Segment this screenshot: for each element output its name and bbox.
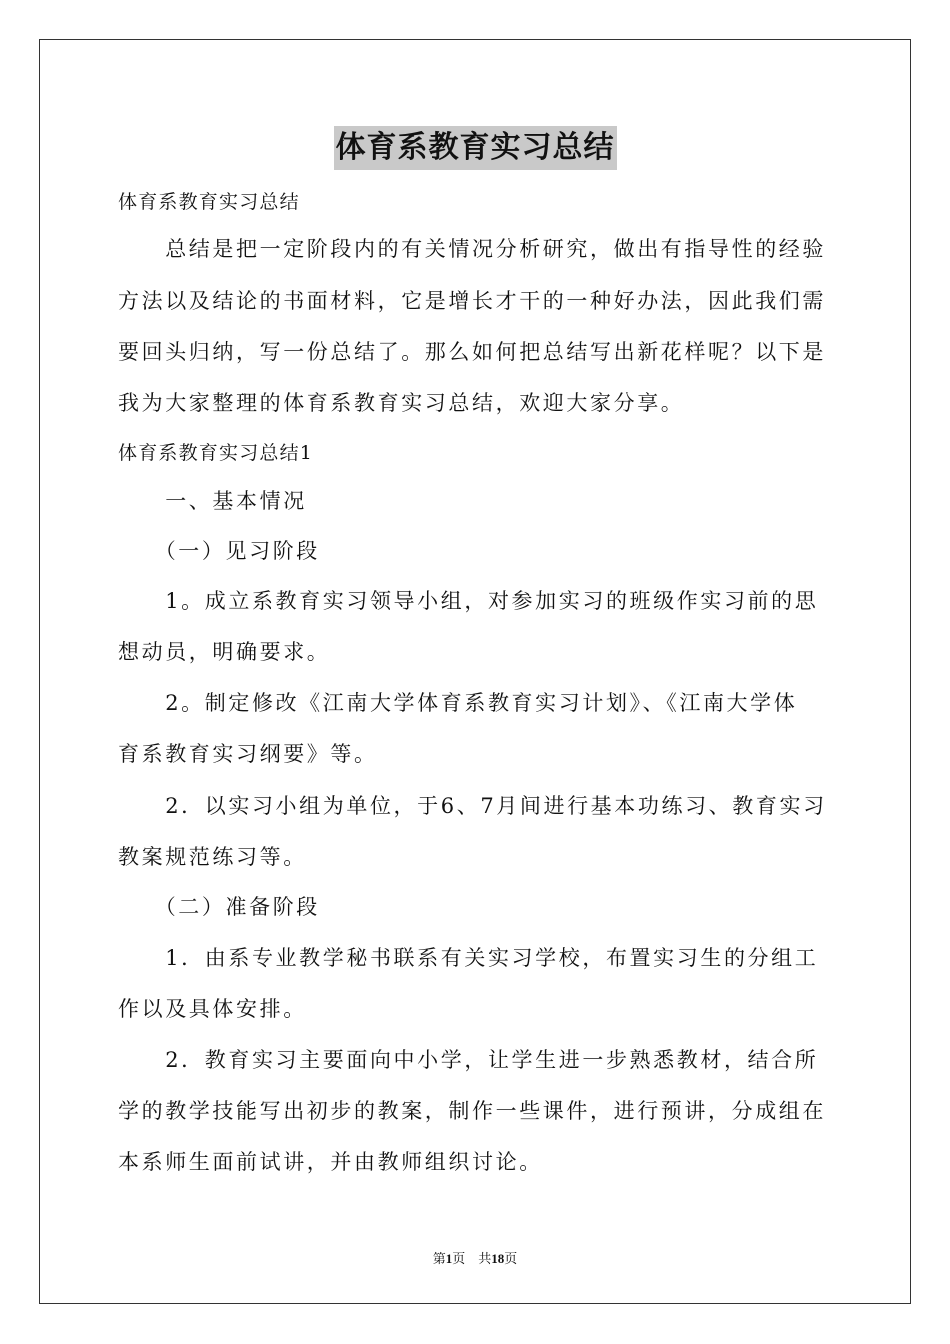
title-area (0, 126, 950, 170)
body-line: 要回头归纳，写一份总结了。那么如何把总结写出新花样呢？以下是 (118, 340, 826, 364)
body-line: 我为大家整理的体育系教育实习总结，欢迎大家分享。 (118, 391, 685, 415)
body-line: 一、基本情况 (118, 489, 307, 513)
footer-prefix: 第 (432, 1251, 446, 1266)
body-line: 作以及具体安排。 (118, 997, 307, 1021)
footer-suffix: 页 (504, 1251, 518, 1266)
body-line: 学的教学技能写出初步的教案，制作一些课件，进行预讲，分成组在 (118, 1099, 826, 1123)
body-line: 教案规范练习等。 (118, 845, 307, 869)
page-footer (0, 1248, 950, 1267)
footer-total-pages: 18 (491, 1251, 505, 1266)
body-line: 方法以及结论的书面材料，它是增长才干的一种好办法，因此我们需 (118, 289, 826, 313)
body-subtitle: 体育系教育实习总结 (118, 191, 300, 213)
body-line: 1。成立系教育实习领导小组，对参加实习的班级作实习前的思 (118, 589, 819, 613)
body-line: 2．以实习小组为单位，于6、7月间进行基本功练习、教育实习 (118, 794, 827, 818)
body-line: 本系师生面前试讲，并由教师组织讨论。 (118, 1150, 543, 1174)
body-line: （一）见习阶段 (118, 539, 320, 563)
body-line: 想动员，明确要求。 (118, 640, 331, 664)
body-line: （二）准备阶段 (118, 895, 320, 919)
document-title: 体育系教育实习总结 (334, 126, 617, 170)
body-line: 育系教育实习纲要》等。 (118, 742, 378, 766)
body-line: 1．由系专业教学秘书联系有关实习学校，布置实习生的分组工 (118, 946, 819, 970)
footer-mid: 页 共 (452, 1251, 492, 1266)
body-line: 总结是把一定阶段内的有关情况分析研究，做出有指导性的经验 (118, 237, 826, 261)
section-heading: 体育系教育实习总结1 (118, 442, 314, 464)
footer-page-number: 1 (445, 1251, 453, 1266)
body-line: 2．教育实习主要面向中小学，让学生进一步熟悉教材，结合所 (118, 1048, 819, 1072)
body-line: 2。制定修改《江南大学体育系教育实习计划》、《江南大学体 (118, 691, 798, 715)
